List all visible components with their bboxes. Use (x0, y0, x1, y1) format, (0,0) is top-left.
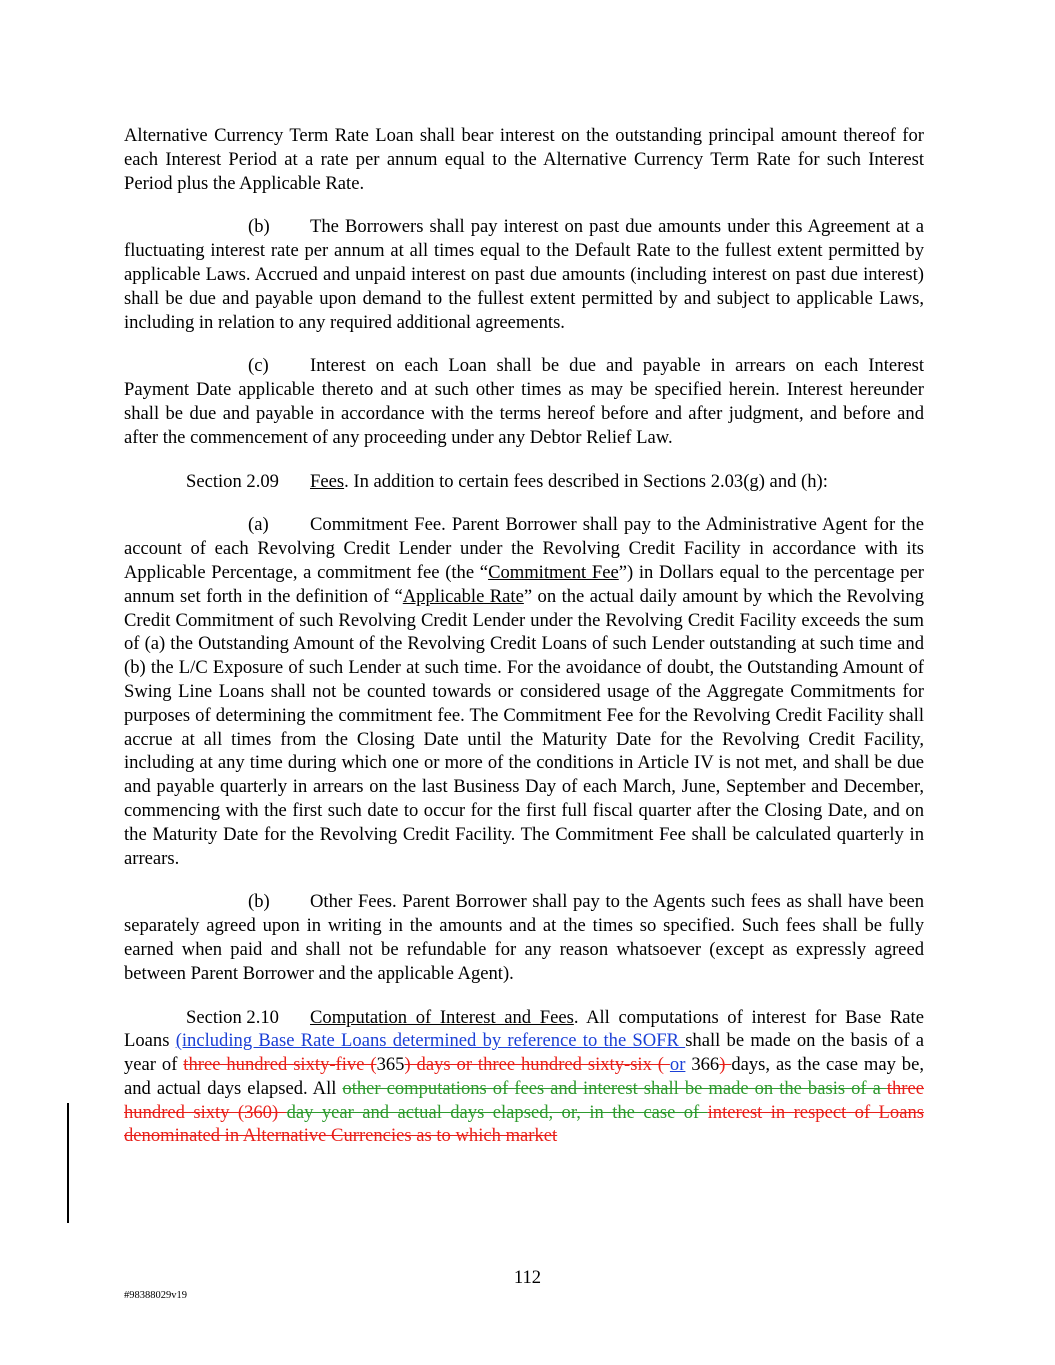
moved-deleted-text: day year and actual days elapsed, or, in the case of (286, 1101, 708, 1123)
paragraph-2-09-b (124, 890, 924, 985)
section-number: Section 2.09 (186, 470, 279, 492)
deleted-text: three hundred sixty-five ( (183, 1054, 377, 1076)
section-2-10 (124, 1006, 924, 1149)
deleted-text: ) days or three hundred sixty-six ( (404, 1054, 670, 1076)
deleted-text: three hundred sixty (360) (124, 1077, 924, 1123)
paragraph-label: (a) (248, 514, 269, 536)
section-2-09-heading (124, 470, 924, 494)
section-text: . In addition to certain fees described in Sections 2.03(g) and (h): (344, 470, 828, 492)
paragraph-text: Other Fees. Parent Borrower shall pay to the Agents such fees as shall have been separately agreed upon in writing in the amounts and at the times so specified. Such fees shall be fully earned when paid and shall not be refundable for any reason whatsoever (except as expressly agreed between Parent Borrower and the applicable Agent). (124, 891, 924, 984)
paragraph-label: (b) (248, 216, 270, 238)
paragraph-continuation (124, 124, 924, 195)
section-text: days, as the case may be, and actual days elapsed. All (124, 1054, 925, 1099)
section-text: 366 (685, 1054, 720, 1076)
paragraph-text: The Borrowers shall pay interest on past due amounts under this Agreement at a fluctuating interest rate per annum at all times equal to the Default Rate to the fullest extent permitted by applicable Laws. Accrued and unpaid interest on past due amounts (including interest on past due interest) shall be due and payable upon demand to the fullest extent permitted by and subject to applicable Laws, including in relation to any required additional agreements. (124, 216, 924, 333)
revision-change-bar (67, 1103, 69, 1223)
paragraph-b (124, 215, 924, 334)
paragraph-c (124, 354, 924, 449)
section-text: shall be made on the basis of a year of (124, 1030, 925, 1076)
paragraph-text: ” on the actual daily amount by which the Revolving Credit Commitment of such Revolving Credit Lender under the Revolving Credit Facility exceeds the sum of (a) the Outstanding Amount of the Revolving Credit Loans of such Lender outstanding at such time and (b) the L/C Exposure of such Lender at such time. For the avoidance of doubt, the Outstanding Amount of Swing Line Loans shall not be counted towards or considered usage of the Aggregate Commitments for purposes of determining the commitment fee. The Commitment Fee for the Revolving Credit Facility shall accrue at all times from the Closing Date until the Maturity Date for the Revolving Credit Facility, including at any time during which one or more of the conditions in Article IV is not met, and shall be due and payable quarterly in arrears on the last Business Day of each March, June, September and December, commencing with the first such date to occur for the first full fiscal quarter after the Closing Date, and on the Maturity Date for the Revolving Credit Facility. The Commitment Fee shall be calculated quarterly in arrears. (124, 585, 924, 869)
section-title: Computation of Interest and Fees (310, 1006, 574, 1028)
paragraph-2-09-a (124, 513, 924, 870)
document-id: #98388029v19 (124, 1290, 187, 1301)
paragraph-label: (c) (248, 355, 269, 377)
defined-term-applicable-rate: Applicable Rate (402, 585, 524, 607)
inserted-text: or (669, 1054, 686, 1076)
moved-deleted-text: other computations of fees and interest shall be made on the basis of a (342, 1077, 887, 1099)
paragraph-text: ”) in Dollars equal to the percentage per annum set forth in the definition of “ (124, 561, 924, 607)
document-page (124, 124, 924, 1168)
defined-term-commitment-fee: Commitment Fee (488, 561, 619, 583)
section-title: Fees (310, 470, 345, 492)
paragraph-text: Interest on each Loan shall be due and payable in arrears on each Interest Payment Date applicable thereto and at such other times as may be specified herein. Interest hereunder shall be due and payable in accordance with the terms hereof before and after judgment, and before and after the commencement of any proceeding under any Debtor Relief Law. (124, 355, 924, 448)
section-text: 365 (376, 1054, 405, 1076)
paragraph-label: (b) (248, 891, 270, 913)
deleted-text: interest in respect of Loans denominated in Alternative Currencies as to which market (124, 1101, 925, 1147)
inserted-text: (including Base Rate Loans determined by reference to the SOFR (175, 1030, 686, 1052)
section-number: Section 2.10 (186, 1006, 279, 1028)
section-text: . All computations of interest for Base Rate Loans (124, 1006, 924, 1052)
paragraph-text: Commitment Fee. Parent Borrower shall pay to the Administrative Agent for the account of each Revolving Credit Lender under the Revolving Credit Facility in accordance with its Applicable Percentage, a commitment fee (the “ (124, 514, 924, 583)
page-number: 112 (513, 1267, 542, 1288)
deleted-text: ) (719, 1054, 732, 1076)
paragraph-text: Alternative Currency Term Rate Loan shall bear interest on the outstanding principal amount thereof for each Interest Period at a rate per annum equal to the Alternative Currency Term Rate for such Interest Period plus the Applicable Rate. (124, 125, 924, 194)
